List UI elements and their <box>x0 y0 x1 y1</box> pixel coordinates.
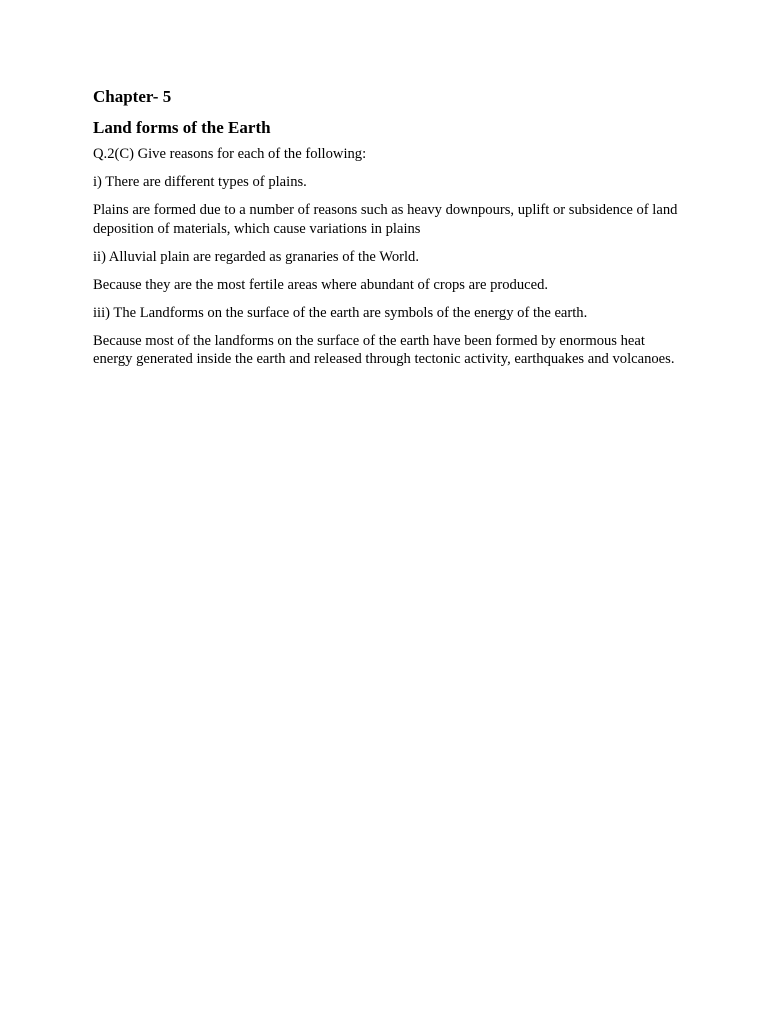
item-answer-3: Because most of the landforms on the surface of the earth have been formed by enormous heat energy generated inside the earth and released through tectonic activity, earthquakes and volcanoes. <box>93 332 675 367</box>
item-answer-2: Because they are the most fertile areas where abundant of crops are produced. <box>93 276 549 293</box>
item-answer-1: Plains are formed due to a number of reasons such as heavy downpours, uplift or subsidence of land deposition of materials, which cause variations in plains <box>93 202 678 237</box>
chapter-heading: Chapter- 5 <box>93 87 172 106</box>
question-text: Q.2(C) Give reasons for each of the following: <box>93 146 367 162</box>
page-title: Land forms of the Earth <box>93 118 271 137</box>
item-prompt-1: i) There are different types of plains. <box>93 174 307 190</box>
item-prompt-2: ii) Alluvial plain are regarded as granaries of the World. <box>93 248 419 265</box>
item-prompt-3: iii) The Landforms on the surface of the earth are symbols of the energy of the earth. <box>93 304 588 321</box>
document-page <box>93 86 683 378</box>
